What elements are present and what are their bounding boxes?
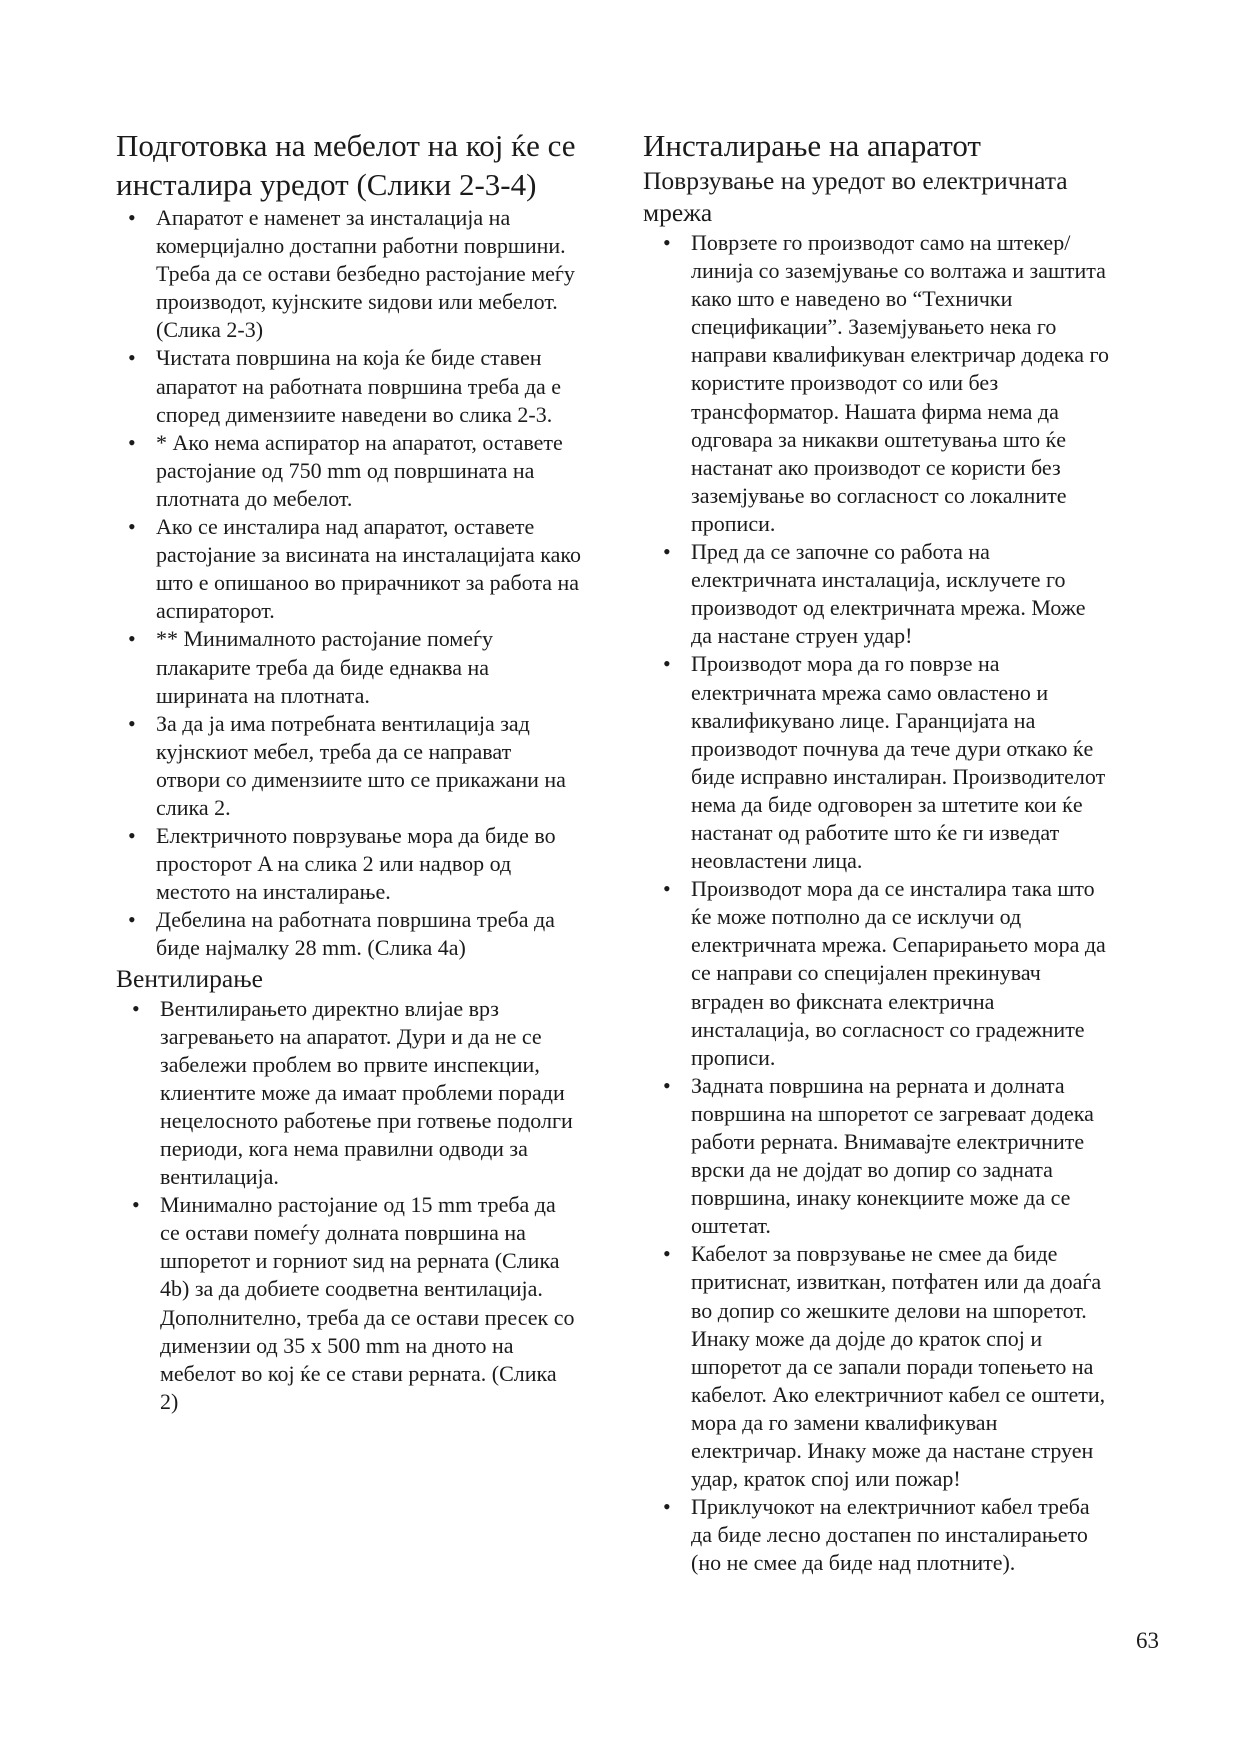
section-title-ventilation: Вентилирање bbox=[116, 963, 263, 993]
list-item: • Поврзете го производот само на штекер/линија со заземјување со волтажа и заштита како што е наведено во “Технички спецификации”. Заземјувањето нека го направи квалификуван електричар додека го користите производот со или без трансформатор. Нашата фирма нема да одговара за никакви оштетувања што ќе настанат ако производот се користи без заземјување во согласност со локалните прописи. bbox=[663, 229, 1111, 538]
list-item: • Ако се инсталира над апаратот, оставете растојание за висината на инсталацијата како што е опишаноо во прирачникот за работа на аспираторот. bbox=[128, 513, 581, 625]
left-column bbox=[116, 126, 586, 1416]
list-item: • Задната површина на рерната и долната површина на шпоретот се загреваат додека работи рерната. Внимавајте електричните врски да не дојдат во допир со задната површина, инаку конекциите може да се оштетат. bbox=[663, 1072, 1111, 1241]
subsection-title-electrical-connection: Поврзување на уредот во електричната мрежа bbox=[643, 166, 1068, 227]
list-item: • Производот мора да го поврзе на електричната мрежа само овластено и квалификувано лице. Гаранцијата на производот почнува да тече дури откако ќе биде исправно инсталиран. Производителот нема да биде одговорен за штетите кои ќе настанат од работите што ќе ги изведат неовластени лица. bbox=[663, 650, 1111, 875]
list-item: • Пред да се започне со работа на електричната инсталација, исклучете го производот од електричната мрежа. Може да настане струен удар! bbox=[663, 538, 1111, 650]
list-item: • Дебелина на работната површина треба да биде најмалку 28 mm. (Слика 4a) bbox=[128, 906, 581, 962]
list-item: • * Ако нема аспиратор на апаратот, оставете растојание од 750 mm од површината на плотната до мебелот. bbox=[128, 429, 581, 513]
page-number: 63 bbox=[1136, 1628, 1159, 1653]
electrical-connection-list bbox=[651, 229, 1113, 1578]
right-column bbox=[643, 126, 1113, 1578]
list-item: • Минимално растојание од 15 mm треба да се остави помеѓу долната површина на шпоретот и горниот ѕид на рерната (Слика 4b) за да добиете соодветна вентилација. Дополнително, треба да се остави пресек со димензии од 35 x 500 mm на дното на мебелот во кој ќе се стави рерната. (Слика 2) bbox=[132, 1191, 580, 1416]
list-item: • ** Минималното растојание помеѓу плакарите треба да биде еднаква на ширината на плотната. bbox=[128, 625, 581, 709]
list-item: • За да ја има потребната вентилација зад кујнскиот мебел, треба да се направат отвори со димензиите што се прикажани на слика 2. bbox=[128, 710, 581, 822]
section-title-installation: Инсталирање на апаратот bbox=[643, 128, 981, 163]
list-item: • Апаратот е наменет за инсталација на комерцијално достапни работни површини. Треба да се остави безбедно растојание меѓу производот, кујнските ѕидови или мебелот. (Слика 2-3) bbox=[128, 204, 581, 344]
list-item: • Чистата површина на која ќе биде ставен апаратот на работната површина треба да е според димензиите наведени во слика 2-3. bbox=[128, 344, 581, 428]
list-item: • Вентилирањето директно влијае врз загревањето на апаратот. Дури и да не се забележи проблем во првите инспекции, клиентите може да имаат проблеми поради нецелосното работење при готвење подолги периоди, кога нема правилни одводи за вентилација. bbox=[132, 995, 580, 1192]
list-item: • Електричното поврзување мора да биде во просторот A на слика 2 или надвор од местото на инсталирање. bbox=[128, 822, 581, 906]
list-item: • Производот мора да се инсталира така што ќе може потполно да се исклучи од електричната мрежа. Сепарирањето мора да се направи со специјален прекинувач вграден во фиксната електрична инсталација, во согласност со градежните прописи. bbox=[663, 875, 1111, 1072]
list-item: • Приклучокот на електричниот кабел треба да биде лесно достапен по инсталирањето (но не смее да биде над плотните). bbox=[663, 1493, 1111, 1577]
furniture-preparation-list bbox=[116, 204, 586, 963]
ventilation-list bbox=[120, 995, 586, 1416]
list-item: • Кабелот за поврзување не смее да биде притиснат, извиткан, потфатен или да доаѓа во допир со жешките делови на шпоретот. Инаку може да дојде до краток спој и шпоретот да се запали поради топењето на кабелот. Ако електричниот кабел се оштети, мора да го замени квалификуван електричар. Инаку може да настане струен удар, краток спој или пожар! bbox=[663, 1240, 1111, 1493]
section-title-furniture-preparation: Подготовка на мебелот на кој ќе се инсталира уредот (Слики 2-3-4) bbox=[116, 128, 576, 202]
